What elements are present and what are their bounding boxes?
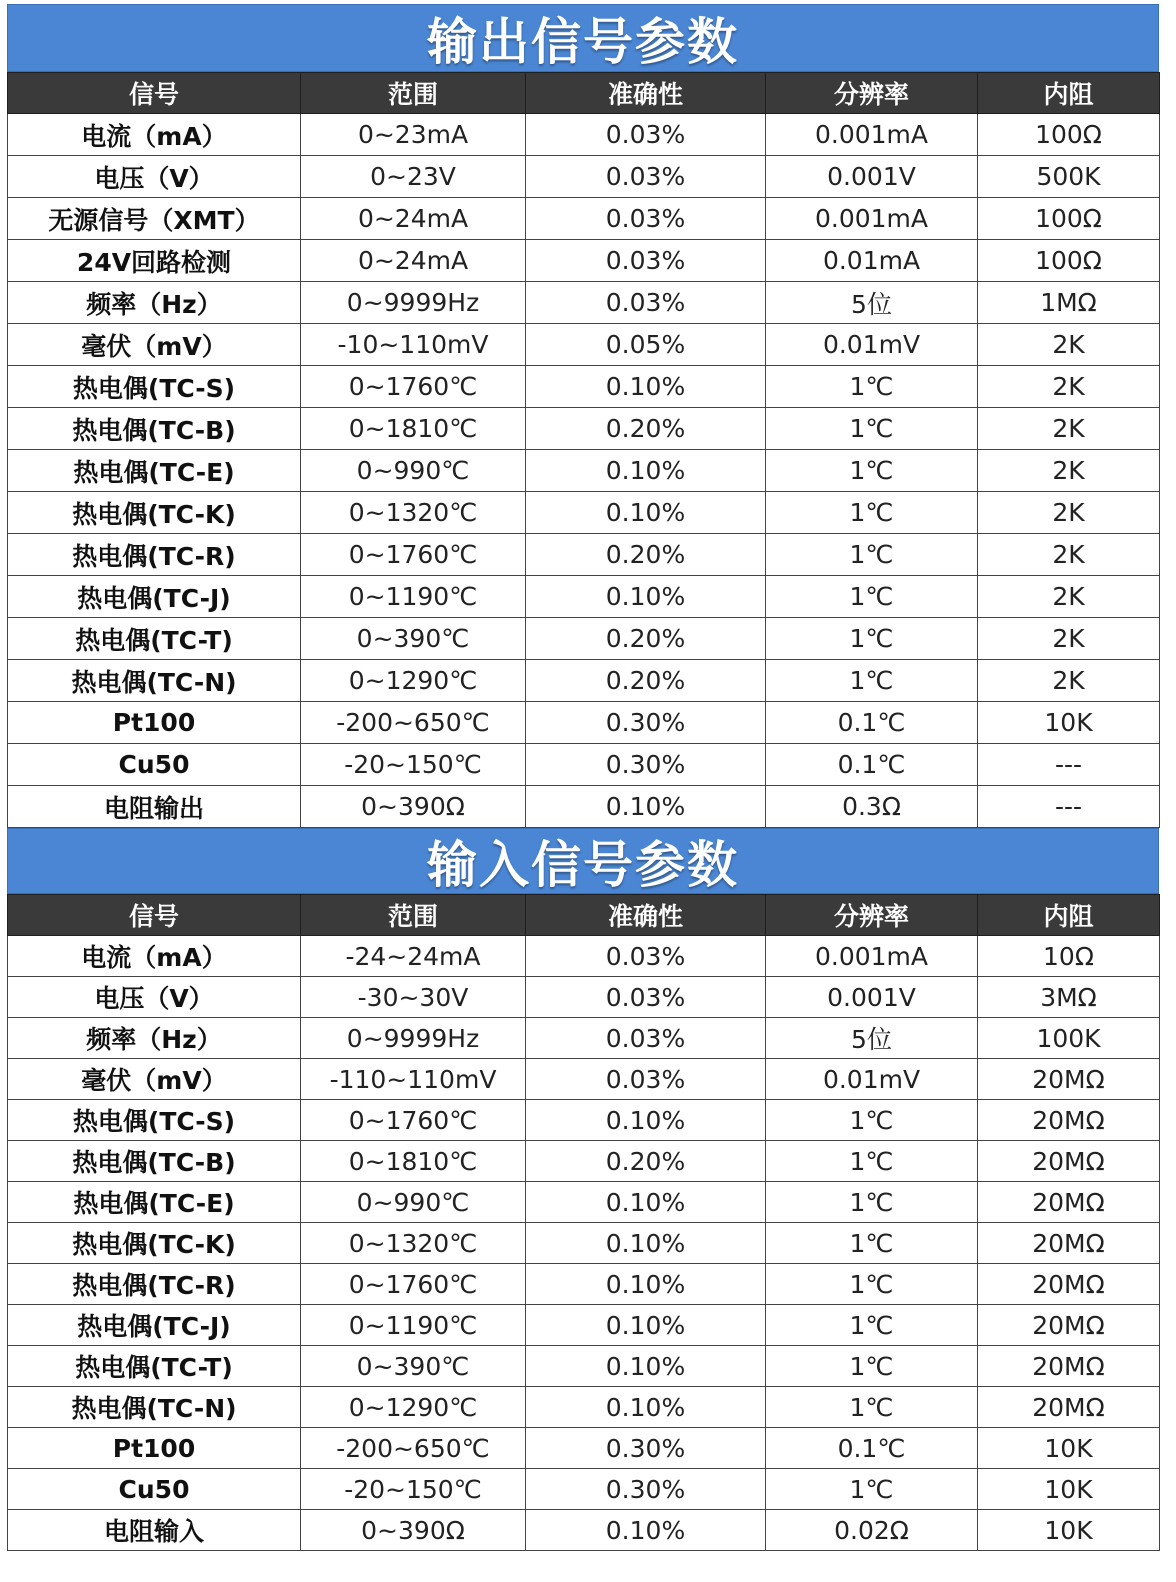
accuracy-cell: 0.03%: [526, 156, 766, 198]
signal-cell: 热电偶(TC-J): [8, 1305, 301, 1346]
signal-cell: 电压（V）: [8, 156, 301, 198]
table-row: [8, 1469, 1160, 1510]
accuracy-cell: 0.10%: [526, 1264, 766, 1305]
resolution-cell: 0.02Ω: [766, 1510, 978, 1551]
table-row: [8, 1141, 1160, 1182]
table-row: [8, 1059, 1160, 1100]
header-accuracy: 准确性: [526, 895, 766, 936]
impedance-cell: 20MΩ: [978, 1264, 1160, 1305]
resolution-cell: 5位: [766, 282, 978, 324]
table-row: [8, 1264, 1160, 1305]
resolution-cell: 1℃: [766, 1182, 978, 1223]
signal-cell: 电流（mA）: [8, 936, 301, 977]
resolution-cell: 1℃: [766, 576, 978, 618]
table-row: [8, 282, 1160, 324]
range-cell: 0~990℃: [301, 1182, 526, 1223]
range-cell: -200~650℃: [301, 702, 526, 744]
range-cell: 0~1760℃: [301, 1100, 526, 1141]
impedance-cell: ---: [978, 786, 1160, 828]
signal-cell: 频率（Hz）: [8, 282, 301, 324]
range-cell: 0~1760℃: [301, 1264, 526, 1305]
header-signal: 信号: [8, 73, 301, 114]
table-row: [8, 786, 1160, 828]
resolution-cell: 1℃: [766, 408, 978, 450]
range-cell: 0~990℃: [301, 450, 526, 492]
signal-cell: 24V回路检测: [8, 240, 301, 282]
signal-cell: 电压（V）: [8, 977, 301, 1018]
resolution-cell: 0.1℃: [766, 702, 978, 744]
table-row: [8, 977, 1160, 1018]
table-row: [8, 240, 1160, 282]
accuracy-cell: 0.20%: [526, 534, 766, 576]
signal-cell: 热电偶(TC-B): [8, 1141, 301, 1182]
accuracy-cell: 0.03%: [526, 198, 766, 240]
resolution-cell: 5位: [766, 1018, 978, 1059]
signal-cell: 频率（Hz）: [8, 1018, 301, 1059]
signal-cell: Cu50: [8, 744, 301, 786]
impedance-cell: 2K: [978, 660, 1160, 702]
accuracy-cell: 0.03%: [526, 936, 766, 977]
resolution-cell: 1℃: [766, 1387, 978, 1428]
table-row: [8, 1182, 1160, 1223]
resolution-cell: 1℃: [766, 1223, 978, 1264]
resolution-cell: 1℃: [766, 618, 978, 660]
signal-cell: 热电偶(TC-E): [8, 450, 301, 492]
impedance-cell: 10K: [978, 1469, 1160, 1510]
signal-cell: 热电偶(TC-S): [8, 1100, 301, 1141]
signal-cell: 热电偶(TC-R): [8, 534, 301, 576]
accuracy-cell: 0.03%: [526, 114, 766, 156]
header-signal: 信号: [8, 895, 301, 936]
impedance-cell: 2K: [978, 618, 1160, 660]
table-row: [8, 1223, 1160, 1264]
resolution-cell: 0.01mV: [766, 324, 978, 366]
signal-cell: Pt100: [8, 1428, 301, 1469]
signal-cell: 电阻输入: [8, 1510, 301, 1551]
input-header-row: [8, 895, 1160, 936]
resolution-cell: 1℃: [766, 1100, 978, 1141]
table-row: [8, 1387, 1160, 1428]
impedance-cell: 10K: [978, 1428, 1160, 1469]
range-cell: -10~110mV: [301, 324, 526, 366]
impedance-cell: 2K: [978, 324, 1160, 366]
signal-cell: 热电偶(TC-S): [8, 366, 301, 408]
resolution-cell: 1℃: [766, 450, 978, 492]
table-row: [8, 534, 1160, 576]
impedance-cell: 20MΩ: [978, 1346, 1160, 1387]
table-row: [8, 1428, 1160, 1469]
signal-cell: 热电偶(TC-J): [8, 576, 301, 618]
range-cell: 0~390Ω: [301, 786, 526, 828]
resolution-cell: 0.001mA: [766, 936, 978, 977]
accuracy-cell: 0.30%: [526, 744, 766, 786]
signal-cell: 毫伏（mV）: [8, 1059, 301, 1100]
table-row: [8, 324, 1160, 366]
impedance-cell: 100Ω: [978, 198, 1160, 240]
table-row: [8, 1346, 1160, 1387]
impedance-cell: 20MΩ: [978, 1100, 1160, 1141]
spec-sheet: [7, 4, 1159, 1551]
accuracy-cell: 0.10%: [526, 1387, 766, 1428]
table-row: [8, 1305, 1160, 1346]
header-range: 范围: [301, 73, 526, 114]
table-row: [8, 744, 1160, 786]
range-cell: 0~390Ω: [301, 1510, 526, 1551]
impedance-cell: 100Ω: [978, 114, 1160, 156]
accuracy-cell: 0.10%: [526, 450, 766, 492]
range-cell: 0~1320℃: [301, 492, 526, 534]
accuracy-cell: 0.20%: [526, 618, 766, 660]
signal-cell: 电流（mA）: [8, 114, 301, 156]
accuracy-cell: 0.10%: [526, 1100, 766, 1141]
signal-cell: 热电偶(TC-E): [8, 1182, 301, 1223]
range-cell: 0~1760℃: [301, 366, 526, 408]
impedance-cell: 20MΩ: [978, 1223, 1160, 1264]
range-cell: 0~1290℃: [301, 1387, 526, 1428]
signal-cell: 毫伏（mV）: [8, 324, 301, 366]
output-params-table: [7, 72, 1160, 828]
resolution-cell: 0.001V: [766, 156, 978, 198]
impedance-cell: 2K: [978, 534, 1160, 576]
accuracy-cell: 0.10%: [526, 1510, 766, 1551]
range-cell: 0~1190℃: [301, 1305, 526, 1346]
impedance-cell: 2K: [978, 576, 1160, 618]
signal-cell: 热电偶(TC-T): [8, 618, 301, 660]
resolution-cell: 0.01mV: [766, 1059, 978, 1100]
accuracy-cell: 0.05%: [526, 324, 766, 366]
accuracy-cell: 0.03%: [526, 977, 766, 1018]
output-header-row: [8, 73, 1160, 114]
table-row: [8, 492, 1160, 534]
table-row: [8, 366, 1160, 408]
output-section-title: 输出信号参数: [7, 4, 1159, 72]
range-cell: 0~24mA: [301, 198, 526, 240]
accuracy-cell: 0.20%: [526, 660, 766, 702]
resolution-cell: 0.001V: [766, 977, 978, 1018]
resolution-cell: 1℃: [766, 660, 978, 702]
table-row: [8, 114, 1160, 156]
impedance-cell: 2K: [978, 450, 1160, 492]
table-row: [8, 618, 1160, 660]
accuracy-cell: 0.03%: [526, 282, 766, 324]
resolution-cell: 0.001mA: [766, 114, 978, 156]
signal-cell: 热电偶(TC-N): [8, 660, 301, 702]
impedance-cell: 100K: [978, 1018, 1160, 1059]
resolution-cell: 1℃: [766, 1305, 978, 1346]
accuracy-cell: 0.03%: [526, 1018, 766, 1059]
table-row: [8, 1510, 1160, 1551]
range-cell: 0~23mA: [301, 114, 526, 156]
range-cell: -20~150℃: [301, 1469, 526, 1510]
range-cell: 0~1810℃: [301, 408, 526, 450]
resolution-cell: 0.1℃: [766, 1428, 978, 1469]
accuracy-cell: 0.10%: [526, 492, 766, 534]
accuracy-cell: 0.10%: [526, 576, 766, 618]
impedance-cell: ---: [978, 744, 1160, 786]
range-cell: 0~24mA: [301, 240, 526, 282]
impedance-cell: 2K: [978, 408, 1160, 450]
range-cell: -200~650℃: [301, 1428, 526, 1469]
table-row: [8, 936, 1160, 977]
table-row: [8, 408, 1160, 450]
signal-cell: 热电偶(TC-N): [8, 1387, 301, 1428]
accuracy-cell: 0.10%: [526, 1305, 766, 1346]
table-row: [8, 702, 1160, 744]
table-row: [8, 1100, 1160, 1141]
accuracy-cell: 0.10%: [526, 366, 766, 408]
input-table-body: [8, 936, 1160, 1551]
range-cell: 0~9999Hz: [301, 282, 526, 324]
resolution-cell: 1℃: [766, 1469, 978, 1510]
impedance-cell: 2K: [978, 492, 1160, 534]
impedance-cell: 10Ω: [978, 936, 1160, 977]
header-resolution: 分辨率: [766, 73, 978, 114]
resolution-cell: 1℃: [766, 1141, 978, 1182]
resolution-cell: 0.01mA: [766, 240, 978, 282]
impedance-cell: 10K: [978, 1510, 1160, 1551]
impedance-cell: 20MΩ: [978, 1387, 1160, 1428]
accuracy-cell: 0.30%: [526, 1469, 766, 1510]
signal-cell: 电阻输出: [8, 786, 301, 828]
impedance-cell: 10K: [978, 702, 1160, 744]
accuracy-cell: 0.30%: [526, 1428, 766, 1469]
accuracy-cell: 0.03%: [526, 1059, 766, 1100]
header-range: 范围: [301, 895, 526, 936]
signal-cell: Cu50: [8, 1469, 301, 1510]
table-row: [8, 660, 1160, 702]
accuracy-cell: 0.30%: [526, 702, 766, 744]
accuracy-cell: 0.20%: [526, 408, 766, 450]
impedance-cell: 20MΩ: [978, 1182, 1160, 1223]
range-cell: -30~30V: [301, 977, 526, 1018]
accuracy-cell: 0.10%: [526, 1346, 766, 1387]
input-section-title: 输入信号参数: [7, 828, 1159, 894]
resolution-cell: 1℃: [766, 534, 978, 576]
impedance-cell: 1MΩ: [978, 282, 1160, 324]
range-cell: 0~1760℃: [301, 534, 526, 576]
resolution-cell: 0.3Ω: [766, 786, 978, 828]
accuracy-cell: 0.10%: [526, 1182, 766, 1223]
signal-cell: 热电偶(TC-K): [8, 492, 301, 534]
header-impedance: 内阻: [978, 895, 1160, 936]
header-resolution: 分辨率: [766, 895, 978, 936]
range-cell: -110~110mV: [301, 1059, 526, 1100]
table-row: [8, 1018, 1160, 1059]
impedance-cell: 100Ω: [978, 240, 1160, 282]
range-cell: 0~9999Hz: [301, 1018, 526, 1059]
signal-cell: 无源信号（XMT）: [8, 198, 301, 240]
impedance-cell: 20MΩ: [978, 1141, 1160, 1182]
resolution-cell: 0.001mA: [766, 198, 978, 240]
impedance-cell: 3MΩ: [978, 977, 1160, 1018]
table-row: [8, 156, 1160, 198]
header-impedance: 内阻: [978, 73, 1160, 114]
impedance-cell: 500K: [978, 156, 1160, 198]
resolution-cell: 0.1℃: [766, 744, 978, 786]
range-cell: 0~1320℃: [301, 1223, 526, 1264]
accuracy-cell: 0.10%: [526, 1223, 766, 1264]
signal-cell: 热电偶(TC-R): [8, 1264, 301, 1305]
accuracy-cell: 0.10%: [526, 786, 766, 828]
range-cell: 0~390℃: [301, 618, 526, 660]
accuracy-cell: 0.03%: [526, 240, 766, 282]
resolution-cell: 1℃: [766, 366, 978, 408]
range-cell: -24~24mA: [301, 936, 526, 977]
table-row: [8, 576, 1160, 618]
resolution-cell: 1℃: [766, 1346, 978, 1387]
resolution-cell: 1℃: [766, 492, 978, 534]
range-cell: 0~390℃: [301, 1346, 526, 1387]
signal-cell: 热电偶(TC-B): [8, 408, 301, 450]
input-params-table: [7, 894, 1160, 1551]
header-accuracy: 准确性: [526, 73, 766, 114]
range-cell: -20~150℃: [301, 744, 526, 786]
impedance-cell: 2K: [978, 366, 1160, 408]
range-cell: 0~1190℃: [301, 576, 526, 618]
table-row: [8, 450, 1160, 492]
signal-cell: 热电偶(TC-K): [8, 1223, 301, 1264]
signal-cell: Pt100: [8, 702, 301, 744]
resolution-cell: 1℃: [766, 1264, 978, 1305]
table-row: [8, 198, 1160, 240]
impedance-cell: 20MΩ: [978, 1059, 1160, 1100]
range-cell: 0~1810℃: [301, 1141, 526, 1182]
range-cell: 0~23V: [301, 156, 526, 198]
output-table-body: [8, 114, 1160, 828]
accuracy-cell: 0.20%: [526, 1141, 766, 1182]
signal-cell: 热电偶(TC-T): [8, 1346, 301, 1387]
range-cell: 0~1290℃: [301, 660, 526, 702]
impedance-cell: 20MΩ: [978, 1305, 1160, 1346]
